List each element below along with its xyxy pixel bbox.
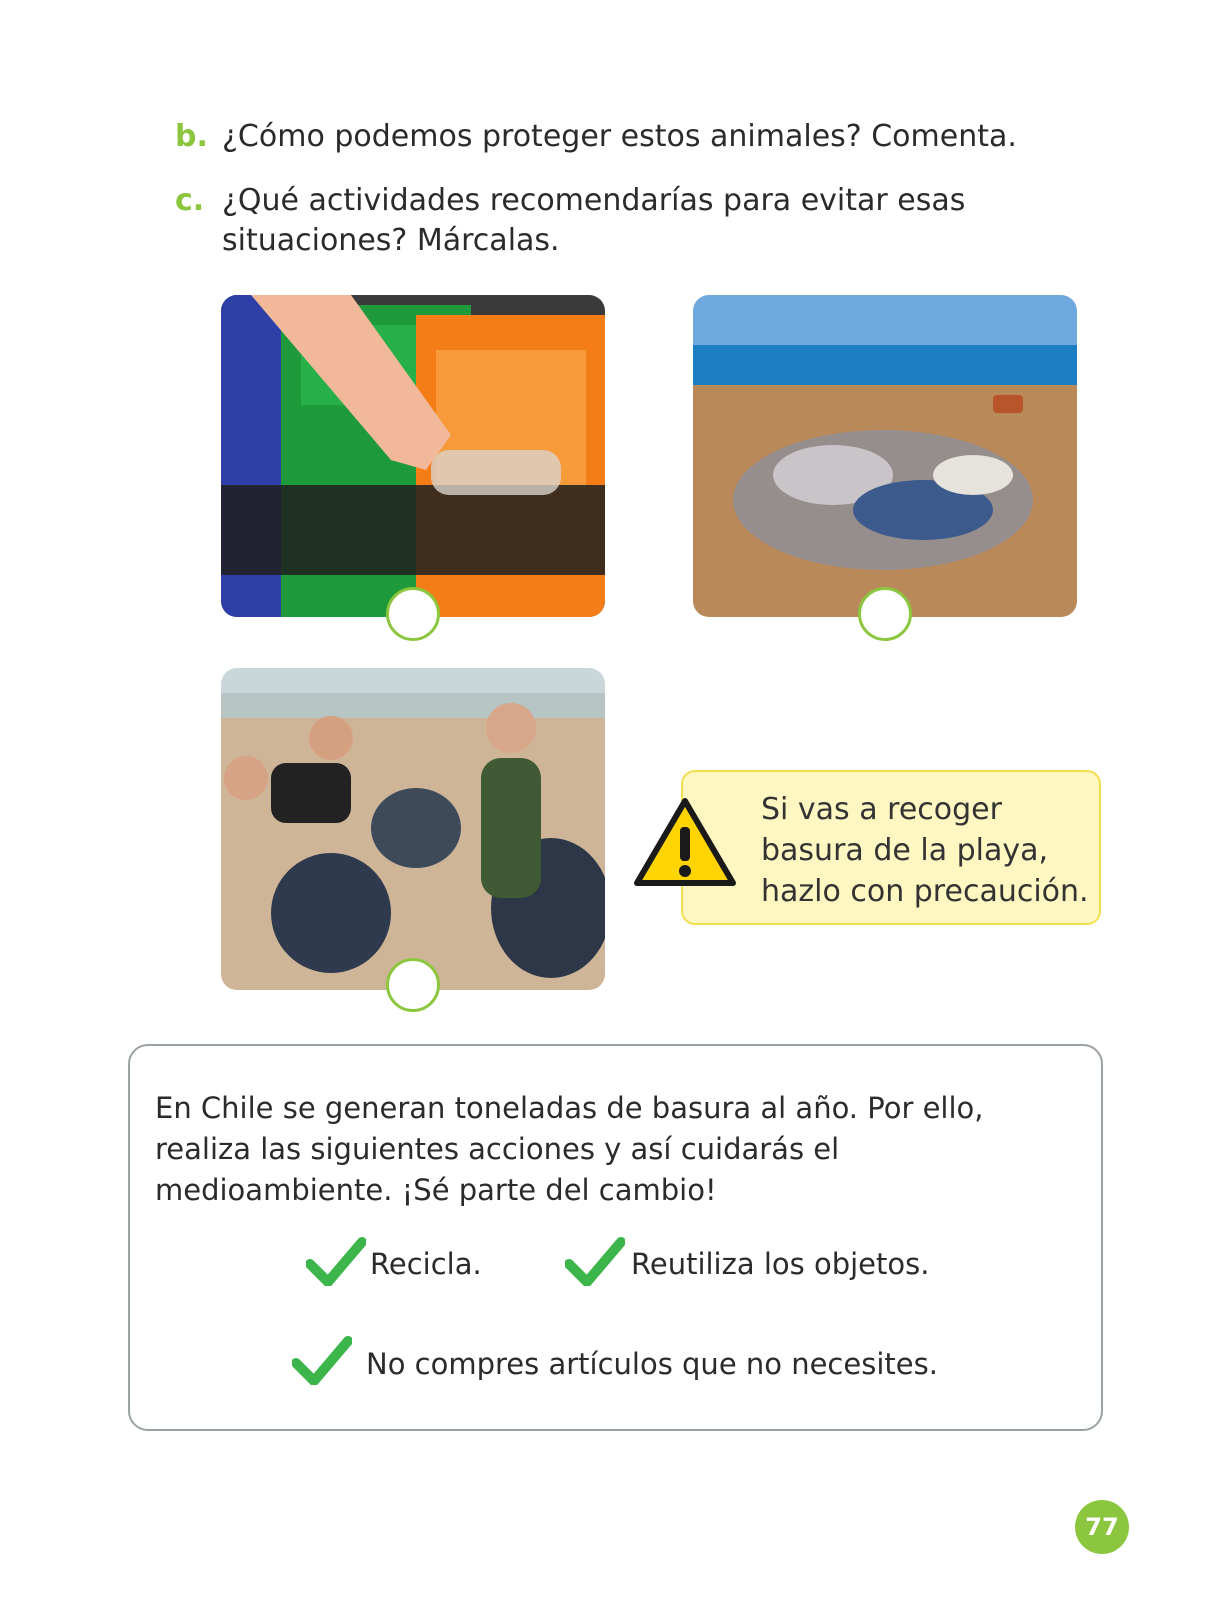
checkmark-icon (565, 1236, 625, 1286)
action-item: Recicla. (370, 1247, 482, 1281)
page-number: 77 (1075, 1500, 1129, 1554)
checkmark-icon (306, 1236, 366, 1286)
checkmark-icon (292, 1335, 352, 1385)
photo-beach-garbage (693, 295, 1077, 617)
answer-circle-2[interactable] (858, 587, 912, 641)
action-item: No compres artículos que no necesites. (366, 1347, 938, 1381)
warning-text: Si vas a recoger basura de la playa, hazlo con precaución. (761, 792, 1089, 909)
photo-recycling-bins (221, 295, 605, 617)
answer-circle-1[interactable] (386, 587, 440, 641)
info-text: En Chile se generan toneladas de basura al año. Por ello, realiza las siguientes acciones y así cuidarás el medioambiente. ¡Sé parte del cambio! (155, 1091, 984, 1207)
warning-triangle-icon (633, 795, 737, 891)
question-text: ¿Cómo podemos proteger estos animales? Comenta. (222, 119, 1017, 154)
answer-circle-3[interactable] (386, 958, 440, 1012)
question-letter: b. (175, 119, 208, 154)
photo-children-cleaning-beach (221, 668, 605, 990)
question-text: ¿Qué actividades recomendarías para evitar esas situaciones? Márcalas. (222, 183, 966, 258)
action-item: Reutiliza los objetos. (631, 1247, 930, 1281)
question-letter: c. (175, 183, 205, 218)
warning-callout (681, 770, 1101, 925)
